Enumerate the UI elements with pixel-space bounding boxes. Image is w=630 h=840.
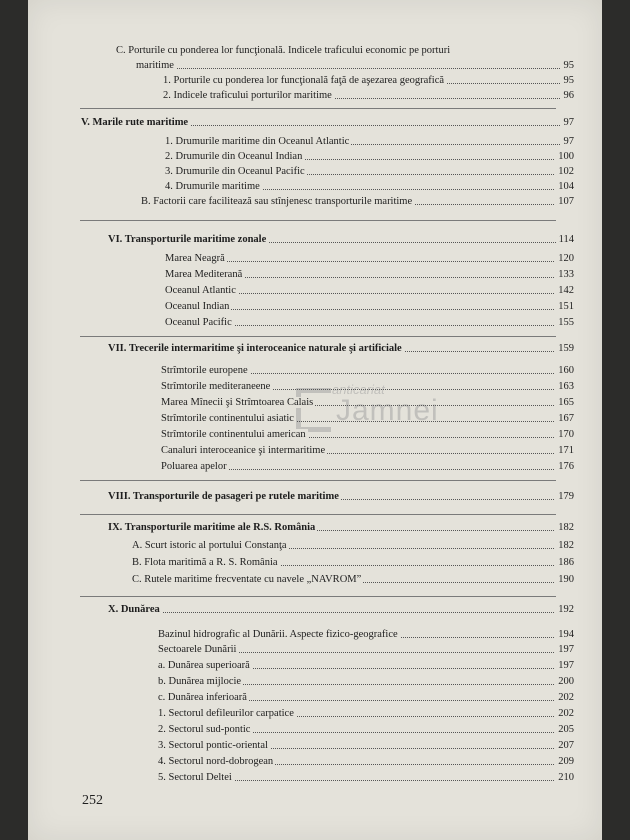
- toc-entry-text: VII. Trecerile intermaritime şi interoceanice naturale şi artificiale: [108, 343, 402, 354]
- toc-page-number: 100: [555, 150, 574, 163]
- toc-entry-vi1: [165, 252, 574, 265]
- toc-entry-vii2: [161, 380, 574, 393]
- toc-page-number: 133: [555, 268, 574, 281]
- toc-section-viii: [108, 490, 574, 503]
- toc-entry-text: Marea Neagră: [165, 253, 225, 264]
- toc-entry-text: 4. Sectorul nord-dobrogean: [158, 756, 274, 767]
- toc-page-number: 192: [555, 603, 574, 616]
- toc-entry-text: Bazinul hidrografic al Dunării. Aspecte fizico-geografice: [158, 629, 398, 640]
- toc-entry-text: c. Dunărea inferioară: [158, 692, 247, 703]
- toc-page-number: 210: [555, 771, 574, 784]
- toc-entry-text: V. Marile rute maritime: [81, 117, 189, 128]
- toc-entry-text: Canaluri interoceanice şi intermaritime: [161, 445, 326, 456]
- toc-entry-text: Marea Mediterană: [165, 269, 243, 280]
- toc-page-number: 194: [555, 628, 574, 641]
- watermark-line-2: Jamnei: [336, 394, 439, 427]
- toc-page-number: 182: [555, 521, 574, 534]
- toc-entry-vii5: [161, 428, 574, 441]
- toc-page-number: 171: [555, 444, 574, 457]
- toc-entry-x7: [158, 723, 574, 736]
- toc-section-x: [108, 603, 574, 616]
- section-divider: [80, 220, 556, 221]
- toc-entry-ixb: [132, 556, 574, 569]
- section-divider: [80, 336, 556, 337]
- toc-page-number: 202: [555, 707, 574, 720]
- toc-entry-text: X. Dunărea: [108, 604, 160, 615]
- toc-entry-vii6: [161, 444, 574, 457]
- toc-entry-c1: [163, 74, 574, 87]
- toc-section-ix: [108, 521, 574, 534]
- toc-page-number: 102: [555, 165, 574, 178]
- toc-entry-text: 3. Sectorul pontic-oriental: [158, 740, 268, 751]
- toc-page-number: 176: [555, 460, 574, 473]
- toc-page-number: 107: [555, 195, 574, 208]
- toc-entry-text: Strîmtorile continentului asiatic: [161, 413, 294, 424]
- toc-entry-text: 1. Porturile cu ponderea lor funcţională faţă de aşezarea geografică: [163, 75, 445, 86]
- toc-entry-text: Oceanul Indian: [165, 301, 230, 312]
- toc-page-number: 155: [555, 316, 574, 329]
- toc-entry-x1: [158, 628, 574, 641]
- book-page: [28, 0, 602, 840]
- toc-page-number: 95: [561, 74, 575, 87]
- toc-page-number: 165: [555, 396, 574, 409]
- toc-page-number: 95: [561, 59, 575, 72]
- toc-entry-vii4: [161, 412, 574, 425]
- toc-entry-text: Strîmtorile mediteraneene: [161, 381, 271, 392]
- toc-entry-text: b. Dunărea mijlocie: [158, 676, 242, 687]
- toc-entry-text: Sectoarele Dunării: [158, 644, 237, 655]
- toc-entry-text: Strîmtorile europene: [161, 365, 248, 376]
- toc-section-v: [81, 116, 574, 129]
- toc-page-number: 104: [555, 180, 574, 193]
- toc-page-number: 197: [555, 659, 574, 672]
- toc-entry-text: 2. Drumurile din Oceanul Indian: [165, 151, 303, 162]
- toc-page-number: 205: [555, 723, 574, 736]
- toc-entry-vii3: [161, 396, 574, 409]
- toc-entry-text: B. Factorii care facilitează sau stînjenesc transporturile maritime: [141, 196, 413, 207]
- toc-page-number: 151: [555, 300, 574, 313]
- toc-page-number: 96: [561, 89, 575, 102]
- toc-page-number: 170: [555, 428, 574, 441]
- section-divider: [80, 480, 556, 481]
- toc-entry-ixc: [132, 573, 574, 586]
- toc-page-number: 179: [555, 490, 574, 503]
- toc-section-vi: [108, 233, 574, 246]
- toc-page-number: 186: [555, 556, 574, 569]
- toc-entry-text: 4. Drumurile maritime: [165, 181, 260, 192]
- toc-entry-vii7: [161, 460, 574, 473]
- toc-entry-text: IX. Transporturile maritime ale R.S. România: [108, 522, 316, 533]
- toc-entry-x9: [158, 755, 574, 768]
- toc-entry-vii1: [161, 364, 574, 377]
- toc-page-number: 209: [555, 755, 574, 768]
- toc-page-number: 97: [561, 135, 575, 148]
- toc-entry-vb: [141, 195, 574, 208]
- toc-entry-v3: [165, 165, 574, 178]
- toc-entry-vi2: [165, 268, 574, 281]
- toc-entry-text: 5. Sectorul Deltei: [158, 772, 232, 783]
- section-divider: [80, 108, 556, 109]
- toc-entry-x3: [158, 659, 574, 672]
- toc-entry-text: A. Scurt istoric al portului Constanţa: [132, 540, 287, 551]
- watermark-line-1: anticariat: [332, 382, 385, 397]
- toc-entry-x4: [158, 675, 574, 688]
- toc-entry-text: VI. Transporturile maritime zonale: [108, 234, 267, 245]
- toc-page-number: 97: [561, 116, 575, 129]
- section-divider: [80, 596, 556, 597]
- toc-entry-text: Oceanul Pacific: [165, 317, 232, 328]
- toc-entry-x2: [158, 643, 574, 656]
- toc-entry-ixa: [132, 539, 574, 552]
- toc-entry-text: a. Dunărea superioară: [158, 660, 250, 671]
- page-number: 252: [82, 793, 103, 808]
- toc-page-number: 167: [555, 412, 574, 425]
- section-divider: [80, 514, 556, 515]
- toc-entry-v4: [165, 180, 574, 193]
- toc-entry-text: 1. Drumurile maritime din Oceanul Atlantic: [165, 136, 350, 147]
- toc-entry-v2: [165, 150, 574, 163]
- toc-entry-c: [136, 59, 574, 72]
- toc-page-number: 202: [555, 691, 574, 704]
- toc-entry-vi4: [165, 300, 574, 313]
- toc-page-number: 160: [555, 364, 574, 377]
- toc-entry-c-line1: C. Porturile cu ponderea lor funcţională. Indicele traficului economic pe porturi: [116, 45, 451, 56]
- toc-page-number: 200: [555, 675, 574, 688]
- toc-entry-x6: [158, 707, 574, 720]
- toc-entry-x8: [158, 739, 574, 752]
- toc-entry-text: Poluarea apelor: [161, 461, 227, 472]
- toc-page-number: 163: [555, 380, 574, 393]
- toc-entry-text: C. Rutele maritime frecventate cu navele „NAVROM”: [132, 574, 362, 585]
- toc-entry-text: Marea Mînecii şi Strîmtoarea Calais: [161, 397, 314, 408]
- toc-entry-text: Strîmtorile continentului american: [161, 429, 306, 440]
- toc-entry-vi3: [165, 284, 574, 297]
- toc-entry-text: B. Flota maritimă a R. S. România: [132, 557, 278, 568]
- toc-entry-c2: [163, 89, 574, 102]
- toc-entry-v1: [165, 135, 574, 148]
- toc-page-number: 142: [555, 284, 574, 297]
- toc-entry-x5: [158, 691, 574, 704]
- toc-entry-text: 1. Sectorul defileurilor carpatice: [158, 708, 294, 719]
- toc-entry-text: VIII. Transporturile de pasageri pe rutele maritime: [108, 491, 339, 502]
- toc-page-number: 120: [555, 252, 574, 265]
- toc-entry-text: 2. Sectorul sud-pontic: [158, 724, 251, 735]
- toc-section-vii: [108, 342, 574, 355]
- toc-page-number: 197: [555, 643, 574, 656]
- toc-page-number: 207: [555, 739, 574, 752]
- toc-entry-text: Oceanul Atlantic: [165, 285, 236, 296]
- toc-page-number: 190: [555, 573, 574, 586]
- toc-entry-text: maritime: [136, 60, 174, 71]
- toc-entry-text: 3. Drumurile din Oceanul Pacific: [165, 166, 305, 177]
- toc-entry-vi5: [165, 316, 574, 329]
- toc-page-number: 114: [556, 233, 574, 246]
- watermark-logo-shape: [296, 388, 331, 432]
- toc-page-number: 159: [555, 342, 574, 355]
- toc-entry-text: 2. Indicele traficului porturilor maritime: [163, 90, 332, 101]
- toc-page-number: 182: [555, 539, 574, 552]
- toc-entry-x10: [158, 771, 574, 784]
